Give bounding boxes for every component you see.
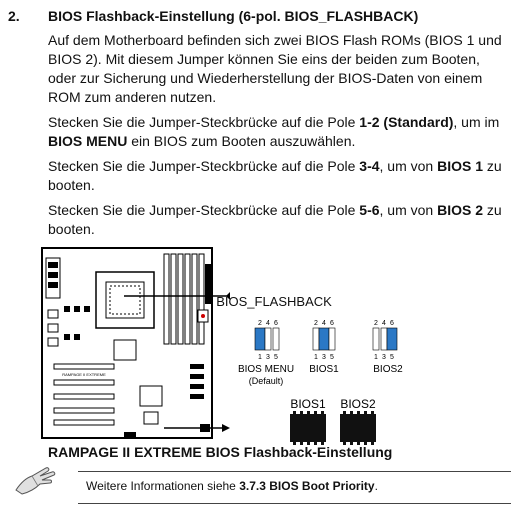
p4-bios2: BIOS 2 — [437, 202, 484, 218]
component — [74, 306, 80, 312]
paragraph-pins-3-4 — [48, 157, 508, 195]
component — [64, 306, 70, 312]
pin-number: 6 — [390, 320, 394, 327]
jumper-cap — [319, 328, 329, 350]
chip-label: BIOS2 — [340, 397, 376, 411]
p4-pins: 5-6 — [359, 202, 380, 218]
jumper-cap — [387, 328, 397, 350]
setting-sublabel: (Default) — [248, 376, 284, 386]
connector-label: BIOS_FLASHBACK — [216, 294, 332, 309]
pin-number: 2 — [374, 320, 378, 327]
note-bios-boot-priority: BIOS Boot Priority — [269, 479, 375, 493]
pin-number: 3 — [266, 354, 270, 361]
pin-number: 2 — [314, 320, 318, 327]
motherboard-diagram — [40, 244, 230, 440]
pcie-slot — [54, 408, 114, 413]
component — [48, 310, 58, 318]
p3-text-2: , um von — [379, 158, 438, 174]
component — [74, 334, 80, 340]
southbridge — [140, 386, 162, 406]
io-port — [48, 282, 58, 288]
dimm-slot — [199, 254, 204, 344]
bios-chip-1 — [290, 397, 326, 445]
p3-pins: 3-4 — [359, 158, 380, 174]
p2-pins: 1-2 — [359, 114, 380, 130]
jumper-cap — [255, 328, 265, 350]
dimm-slot — [192, 254, 197, 344]
dimm-slot — [164, 254, 169, 344]
p4-text-3: zu booten. — [48, 202, 502, 237]
paragraph-pins-5-6 — [48, 201, 508, 239]
pcie-slot — [54, 420, 114, 425]
chip-label: BIOS1 — [290, 397, 326, 411]
note-rule-top — [78, 471, 511, 472]
board-label: RAMPAGE II EXTREME — [62, 372, 106, 377]
pin-number: 5 — [274, 354, 278, 361]
pin-number: 2 — [258, 320, 262, 327]
sata-port — [190, 374, 204, 379]
bios-chip-2 — [340, 397, 376, 445]
component — [64, 334, 70, 340]
note-rule-bottom — [78, 503, 511, 504]
component — [48, 324, 58, 332]
component — [48, 338, 58, 346]
pin-pair — [381, 328, 387, 350]
pin-number: 1 — [314, 354, 318, 361]
pcie-slot — [54, 394, 114, 399]
figure-caption: RAMPAGE II EXTREME BIOS Flashback-Einstellung — [48, 444, 393, 460]
pin-pair — [313, 328, 319, 350]
dimm-slot — [171, 254, 176, 344]
note-text-1: Weitere Informationen siehe — [86, 479, 240, 493]
note-text — [86, 479, 378, 493]
chip — [144, 412, 158, 424]
jumper-setting-bios2 — [373, 320, 403, 375]
pcie-slot — [54, 380, 114, 385]
jumper-setting-bios-menu — [238, 320, 294, 386]
sata-port — [190, 394, 204, 399]
pin-number: 6 — [274, 320, 278, 327]
pointer-arrow-2 — [222, 424, 230, 432]
setting-label: BIOS2 — [373, 364, 403, 375]
pin-pair — [273, 328, 279, 350]
pin-number: 4 — [382, 320, 386, 327]
dimm-slot — [178, 254, 183, 344]
cpu-socket-inner — [106, 282, 144, 318]
chip-body — [340, 414, 376, 442]
pin-number: 1 — [374, 354, 378, 361]
jumper-setting-bios1 — [309, 320, 339, 375]
p2-text-2: , um im — [453, 114, 500, 130]
note-period: . — [374, 479, 378, 493]
p2-text-3: ein BIOS zum Booten auszuwählen. — [127, 133, 356, 149]
section-number: 2. — [8, 8, 20, 24]
note-section-ref: 3.7.3 — [239, 479, 266, 493]
section-title: BIOS Flashback-Einstellung (6-pol. BIOS_FLASHBACK) — [48, 8, 419, 24]
io-port — [48, 272, 58, 278]
p2-standard: (Standard) — [383, 114, 454, 130]
pin-number: 3 — [322, 354, 326, 361]
pin-number: 3 — [382, 354, 386, 361]
sata-port — [190, 384, 204, 389]
p3-text-3: zu booten. — [48, 158, 502, 193]
pin-number: 5 — [330, 354, 334, 361]
section-heading — [8, 7, 508, 25]
hand-icon — [12, 464, 62, 500]
jumper-settings-diagram — [216, 284, 410, 444]
p3-bios1: BIOS 1 — [437, 158, 484, 174]
pin-number: 1 — [258, 354, 262, 361]
component — [84, 306, 90, 312]
front-panel — [124, 432, 136, 438]
chip-body — [290, 414, 326, 442]
p3-text: Stecken Sie die Jumper-Steckbrücke auf die Pole — [48, 158, 360, 174]
pin-number: 4 — [266, 320, 270, 327]
setting-label: BIOS1 — [309, 364, 339, 375]
p4-text: Stecken Sie die Jumper-Steckbrücke auf die Pole — [48, 202, 360, 218]
northbridge — [114, 340, 136, 360]
p4-text-2: , um von — [379, 202, 438, 218]
intro-paragraph: Auf dem Motherboard befinden sich zwei BIOS Flash ROMs (BIOS 1 und BIOS 2). Mit diesem Jumper können Sie eins der beiden zum Booten, oder zur Sicherung und Wiederherstellung der BIOS-Daten von einem ROM zum anderen nutzen. — [48, 32, 502, 105]
pin-pair — [329, 328, 335, 350]
p2-text: Stecken Sie die Jumper-Steckbrücke auf die Pole — [48, 114, 360, 130]
sata-port — [190, 364, 204, 369]
pin-pair — [373, 328, 379, 350]
pcie-slot — [54, 364, 114, 369]
p2-bios-menu: BIOS MENU — [48, 133, 128, 149]
flashback-led — [201, 314, 205, 318]
paragraph-pins-1-2 — [48, 113, 508, 151]
atx-power — [205, 264, 211, 304]
setting-label: BIOS MENU — [237, 364, 295, 375]
pin-number: 5 — [390, 354, 394, 361]
pin-number: 6 — [330, 320, 334, 327]
dimm-slot — [185, 254, 190, 344]
io-port — [48, 262, 58, 268]
pin-pair — [265, 328, 271, 350]
pin-number: 4 — [322, 320, 326, 327]
